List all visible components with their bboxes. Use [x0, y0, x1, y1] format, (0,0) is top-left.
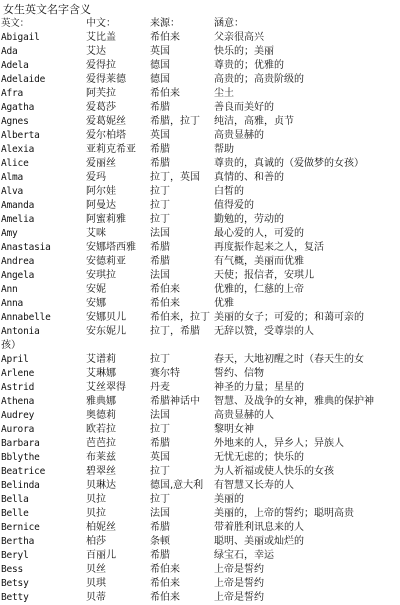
table-row	[0, 353, 400, 367]
col-source: 德国,意大利	[150, 480, 204, 491]
col-english: Beatrice	[1, 466, 46, 477]
col-meaning: 尊贵的；优雅的	[214, 60, 284, 71]
col-source: 希伯来，拉丁	[150, 312, 210, 323]
col-meaning: 上帝是誓约	[214, 578, 264, 589]
col-chinese: 爱得拉	[86, 60, 116, 71]
col-english: Andrea	[1, 256, 35, 267]
col-chinese: 碧翠丝	[86, 466, 116, 477]
col-english: Anna	[1, 298, 24, 309]
col-meaning: 高贵显赫的	[214, 130, 264, 141]
table-row	[0, 45, 400, 59]
col-chinese: 百丽儿	[86, 550, 116, 561]
col-chinese: 中文：	[86, 18, 116, 29]
col-meaning: 天使；报信者，安琪儿	[214, 270, 314, 281]
col-english: Agnes	[1, 116, 29, 127]
col-chinese: 爱得莱德	[86, 74, 126, 85]
col-source: 丹麦	[150, 382, 170, 393]
col-meaning: 高贵显赫的人	[214, 410, 274, 421]
table-row	[0, 521, 400, 535]
col-source: 希伯来	[150, 284, 180, 295]
col-chinese: 欧若拉	[86, 424, 116, 435]
col-source: 希伯来	[150, 298, 180, 309]
col-meaning: 真情的、和善的	[214, 172, 284, 183]
col-meaning: 有智慧又长寿的人	[214, 480, 294, 491]
col-english: Athena	[1, 396, 35, 407]
table-row	[0, 367, 400, 381]
table-row	[0, 115, 400, 129]
col-english: Bess	[1, 564, 24, 575]
table-row	[0, 325, 400, 339]
table-row	[0, 479, 400, 493]
col-english: Amy	[1, 228, 18, 239]
col-meaning: 誓约、信物	[214, 368, 264, 379]
table-row	[0, 381, 400, 395]
table-row	[0, 171, 400, 185]
table-row	[0, 437, 400, 451]
col-meaning: 尘土	[214, 88, 234, 99]
table-row	[0, 101, 400, 115]
col-source: 拉丁	[150, 200, 170, 211]
col-source: 条顿	[150, 536, 170, 547]
col-chinese: 艾比盖	[86, 32, 116, 43]
col-chinese: 安琪拉	[86, 270, 116, 281]
col-english: 英文：	[1, 18, 29, 29]
table-row	[0, 591, 400, 605]
col-chinese: 爱葛妮丝	[86, 116, 126, 127]
col-meaning: 优雅	[214, 298, 234, 309]
col-english: Bernice	[1, 522, 40, 533]
wrapped-text: 孩）	[1, 340, 21, 351]
col-source: 希腊	[150, 144, 170, 155]
col-source: 希伯来	[150, 592, 180, 603]
col-english: Antonia	[1, 326, 40, 337]
col-english: Bertha	[1, 536, 35, 547]
col-source: 法国	[150, 410, 170, 421]
col-meaning: 白皙的	[214, 186, 244, 197]
table-row	[0, 563, 400, 577]
col-chinese: 贝蒂	[86, 592, 106, 603]
col-chinese: 奥德莉	[86, 410, 116, 421]
col-chinese: 安妮	[86, 284, 106, 295]
col-english: Betty	[1, 592, 29, 603]
table-row	[0, 129, 400, 143]
col-source: 希腊	[150, 158, 170, 169]
col-chinese: 艾琳娜	[86, 368, 116, 379]
col-chinese: 阿尔娃	[86, 186, 116, 197]
col-english: Alma	[1, 172, 24, 183]
col-source: 希腊	[150, 438, 170, 449]
col-source: 希伯来	[150, 578, 180, 589]
col-english: Bblythe	[1, 452, 40, 463]
col-source: 拉丁	[150, 186, 170, 197]
table-row	[0, 283, 400, 297]
table-row	[0, 213, 400, 227]
col-meaning: 高贵的；高贵阶级的	[214, 74, 304, 85]
col-meaning: 美丽的女子；可爱的；和蔼可亲的	[214, 312, 364, 323]
col-source: 拉丁	[150, 214, 170, 225]
col-chinese: 安娜	[86, 298, 106, 309]
col-chinese: 布莱兹	[86, 452, 116, 463]
col-source: 英国	[150, 46, 170, 57]
col-chinese: 贝琪	[86, 578, 106, 589]
col-meaning: 有气概，美丽而优雅	[214, 256, 304, 267]
table-row	[0, 185, 400, 199]
col-chinese: 阿芙拉	[86, 88, 116, 99]
table-row	[0, 59, 400, 73]
table-row	[0, 87, 400, 101]
col-english: Astrid	[1, 382, 35, 393]
col-chinese: 艾达	[86, 46, 106, 57]
col-meaning: 快乐的；美丽	[214, 46, 274, 57]
col-source: 法国	[150, 270, 170, 281]
col-meaning: 为人祈福或使人快乐的女孩	[214, 466, 334, 477]
col-chinese: 贝琳达	[86, 480, 116, 491]
col-meaning: 勤勉的，劳动的	[214, 214, 284, 225]
col-english: Alice	[1, 158, 29, 169]
col-chinese: 阿曼达	[86, 200, 116, 211]
col-chinese: 柏莎	[86, 536, 106, 547]
col-source: 法国	[150, 508, 170, 519]
table-row	[0, 465, 400, 479]
col-source: 希腊	[150, 242, 170, 253]
col-english: Audrey	[1, 410, 35, 421]
col-meaning: 再度振作起来之人，复活	[214, 242, 324, 253]
col-meaning: 无忧无虑的；快乐的	[214, 452, 304, 463]
col-source: 来源：	[150, 18, 180, 29]
col-meaning: 涵意：	[214, 18, 244, 29]
col-chinese: 爱玛	[86, 172, 106, 183]
col-source: 德国	[150, 74, 170, 85]
col-meaning: 外地来的人，异乡人；异族人	[214, 438, 344, 449]
col-source: 希腊	[150, 102, 170, 113]
col-meaning: 尊贵的，真诚的（爱做梦的女孩）	[214, 158, 364, 169]
col-english: Ann	[1, 284, 18, 295]
table-row	[0, 549, 400, 563]
col-english: Alberta	[1, 130, 40, 141]
table-row	[0, 409, 400, 423]
table-row	[0, 241, 400, 255]
table-row	[0, 199, 400, 213]
table-row	[0, 451, 400, 465]
col-source: 希腊	[150, 256, 170, 267]
col-chinese: 安娜塔西雅	[86, 242, 136, 253]
col-english: Alva	[1, 186, 24, 197]
col-meaning: 帮助	[214, 144, 234, 155]
table-row	[0, 73, 400, 87]
col-english: Amelia	[1, 214, 35, 225]
col-english: Amanda	[1, 200, 35, 211]
col-english: Adelaide	[1, 74, 46, 85]
col-chinese: 爱葛莎	[86, 102, 116, 113]
col-english: Anastasia	[1, 242, 51, 253]
table-row	[0, 311, 400, 325]
col-chinese: 阿蜜莉雅	[86, 214, 126, 225]
col-english: Aurora	[1, 424, 35, 435]
col-english: Annabelle	[1, 312, 51, 323]
col-meaning: 美丽的，上帝的誓约；聪明高贵	[214, 508, 354, 519]
table-row	[0, 255, 400, 269]
col-english: Afra	[1, 88, 24, 99]
col-english: Agatha	[1, 102, 35, 113]
table-row	[0, 31, 400, 45]
col-english: Betsy	[1, 578, 29, 589]
col-source: 拉丁	[150, 354, 170, 365]
col-meaning: 春天，大地初醒之时（春天生的女	[214, 354, 364, 365]
col-chinese: 贝丝	[86, 564, 106, 575]
col-source: 德国	[150, 60, 170, 71]
col-source: 英国	[150, 130, 170, 141]
col-chinese: 亚莉克希亚	[86, 144, 136, 155]
col-chinese: 艾丝翠得	[86, 382, 126, 393]
col-chinese: 贝拉	[86, 494, 106, 505]
col-source: 拉丁，希腊	[150, 326, 200, 337]
col-chinese: 贝拉	[86, 508, 106, 519]
col-english: Adela	[1, 60, 29, 71]
col-chinese: 艾咪	[86, 228, 106, 239]
table-row	[0, 493, 400, 507]
col-meaning: 父亲很高兴	[214, 32, 264, 43]
col-meaning: 黎明女神	[214, 424, 254, 435]
col-english: Belle	[1, 508, 29, 519]
col-source: 拉丁	[150, 494, 170, 505]
col-source: 拉丁，英国	[150, 172, 200, 183]
col-meaning: 善良而美好的	[214, 102, 274, 113]
col-source: 希腊	[150, 522, 170, 533]
col-chinese: 雅典娜	[86, 396, 116, 407]
col-meaning: 绿宝石，幸运	[214, 550, 274, 561]
col-meaning: 聪明、美丽或灿烂的	[214, 536, 304, 547]
col-chinese: 爱尔柏塔	[86, 130, 126, 141]
col-english: Abigail	[1, 32, 40, 43]
col-meaning: 优雅的，仁慈的上帝	[214, 284, 304, 295]
col-chinese: 爱丽丝	[86, 158, 116, 169]
col-english: Angela	[1, 270, 35, 281]
col-source: 拉丁	[150, 466, 170, 477]
table-row	[0, 269, 400, 283]
col-chinese: 安娜贝儿	[86, 312, 126, 323]
col-meaning: 无辞以赞，受尊崇的人	[214, 326, 314, 337]
col-chinese: 安德莉亚	[86, 256, 126, 267]
col-english: Arlene	[1, 368, 35, 379]
col-chinese: 芭芭拉	[86, 438, 116, 449]
col-chinese: 柏妮丝	[86, 522, 116, 533]
col-meaning: 神圣的力量；星星的	[214, 382, 304, 393]
table-row	[0, 577, 400, 591]
table-row	[0, 507, 400, 521]
table-row	[0, 157, 400, 171]
col-english: Ada	[1, 46, 18, 57]
table-row	[0, 423, 400, 437]
col-meaning: 值得爱的	[214, 200, 254, 211]
table-row	[0, 227, 400, 241]
col-meaning: 纯洁，高雅，贞节	[214, 116, 294, 127]
col-source: 希腊，拉丁	[150, 116, 200, 127]
col-source: 希伯来	[150, 32, 180, 43]
col-meaning: 美丽的	[214, 494, 244, 505]
col-chinese: 安东妮儿	[86, 326, 126, 337]
col-meaning: 带着胜利讯息来的人	[214, 522, 304, 533]
table-row	[0, 297, 400, 311]
col-english: Barbara	[1, 438, 40, 449]
col-source: 希腊神话中	[150, 396, 200, 407]
col-chinese: 艾谱莉	[86, 354, 116, 365]
col-source: 法国	[150, 228, 170, 239]
col-source: 赛尔特	[150, 368, 180, 379]
table-row	[0, 143, 400, 157]
col-english: Belinda	[1, 480, 40, 491]
col-source: 拉丁	[150, 424, 170, 435]
col-english: Bella	[1, 494, 29, 505]
document-title: 女生英文名字含义	[3, 3, 91, 16]
table-row	[0, 395, 400, 409]
col-english: April	[1, 354, 29, 365]
col-english: Beryl	[1, 550, 29, 561]
col-source: 希伯来	[150, 564, 180, 575]
col-source: 英国	[150, 452, 170, 463]
col-meaning: 智慧、及战争的女神，雅典的保护神	[214, 396, 374, 407]
table-row	[0, 535, 400, 549]
col-english: Alexia	[1, 144, 35, 155]
col-meaning: 上帝是誓约	[214, 592, 264, 603]
col-meaning: 最心爱的人，可爱的	[214, 228, 304, 239]
table-header	[0, 17, 400, 31]
col-source: 希伯来	[150, 88, 180, 99]
col-meaning: 上帝是誓约	[214, 564, 264, 575]
col-source: 希腊	[150, 550, 170, 561]
